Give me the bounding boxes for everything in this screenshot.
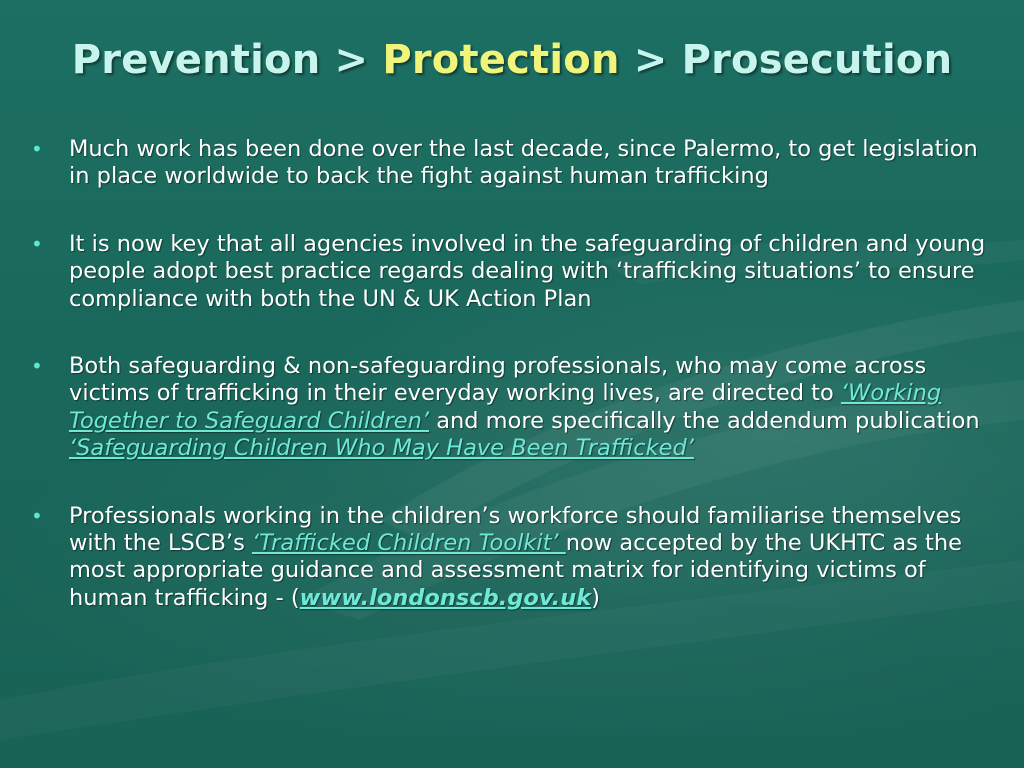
link-working-together[interactable]: ‘Working Together to Safeguard Children’ <box>69 380 942 434</box>
bullet-item <box>26 231 996 313</box>
bullet-icon: • <box>31 503 43 528</box>
bullet-icon: • <box>31 231 43 256</box>
bullet-text: ) <box>591 584 600 611</box>
bullet-list <box>26 136 996 652</box>
bullet-text: and more specifically the addendum publication <box>429 407 980 434</box>
bullet-text: Much work has been done over the last decade, since Palermo, to get legislation in place worldwide to back the fight against human trafficking <box>69 136 978 190</box>
bullet-icon: • <box>31 354 43 379</box>
link-safeguarding-children-trafficked[interactable]: ‘Safeguarding Children Who May Have Been Trafficked’ <box>69 435 694 462</box>
bullet-text: now accepted by the UKHTC as the most appropriate guidance and assessment matrix for identifying victims of human trafficking - ( <box>69 530 962 611</box>
bullet-text: Professionals working in the children’s workforce should familiarise themselves with the LSCB’s <box>69 502 962 557</box>
bullet-text: It is now key that all agencies involved in the safeguarding of children and young people adopt best practice regards dealing with ‘trafficking situations’ to ensure compliance with both the UN & UK Action Plan <box>69 230 986 312</box>
bullet-item <box>26 136 996 191</box>
link-trafficked-children-toolkit[interactable]: ‘Trafficked Children Toolkit’ <box>251 530 566 557</box>
bullet-item <box>26 353 996 463</box>
bullet-item <box>26 503 996 613</box>
title-part-prosecution: > Prosecution <box>619 37 953 83</box>
slide-title <box>0 34 1024 86</box>
title-part-prevention: Prevention > <box>71 37 383 83</box>
bullet-text: Both safeguarding & non-safeguarding professionals, who may come across victims of trafficking in their everyday working lives, are directed to <box>69 353 927 407</box>
title-highlight-protection: Protection <box>382 37 620 83</box>
bullet-icon: • <box>31 137 43 161</box>
link-londonscb-website[interactable]: www.londonscb.gov.uk <box>299 584 592 611</box>
